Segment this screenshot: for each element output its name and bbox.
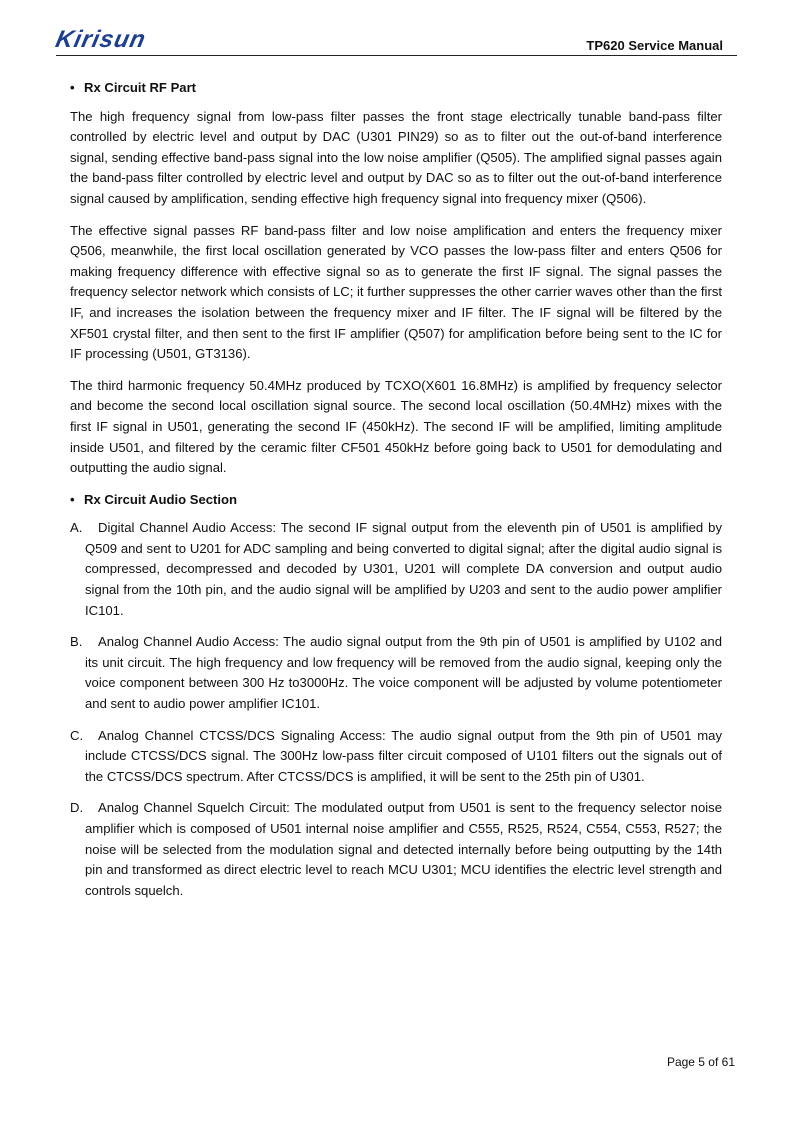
list-item xyxy=(70,726,722,788)
page-number: Page 5 of 61 xyxy=(666,1055,735,1069)
heading-text: Rx Circuit RF Part xyxy=(84,80,197,95)
heading-text: Rx Circuit Audio Section xyxy=(84,491,238,507)
list-text: Analog Channel CTCSS/DCS Signaling Access: The audio signal output from the 9th pin of U501 may include CTCSS/DCS signal. The 300Hz low-pass filter circuit composed of U101 filters out the signals out of the CTCSS/DCS spectrum. After CTCSS/DCS is amplified, it will be sent to the 25th pin of U301. xyxy=(85,727,722,784)
list-marker: A. xyxy=(70,520,83,536)
section-heading xyxy=(70,78,722,99)
paragraph: The high frequency signal from low-pass filter passes the front stage electrically tunable band-pass filter controlled by electric level and output by DAC (U301 PIN29) so as to filter out the out-of-band interference signal, sending effective band-pass signal into the low noise amplifier (Q505). The amplified signal passes again the band-pass filter controlled by electric level and output by DAC so as to filter out the out-of-band interference signal caused by amplification, sending effective high frequency signal into frequency mixer (Q506). xyxy=(70,108,722,206)
list-marker: D. xyxy=(70,800,84,816)
list-marker: B. xyxy=(70,634,83,650)
section-heading xyxy=(70,490,722,511)
kirisun-logo: Kirisun xyxy=(53,26,149,53)
list-text: Digital Channel Audio Access: The second IF signal output from the eleventh pin of U501 is amplified by Q509 and sent to U201 for ADC sampling and being converted to digital signal; after the digital audio signal is compressed, decompressed and decoded by U301, U201 will complete DA conversion and output audio signal from the 10th pin, and the audio signal will be amplified by U203 and sent to the audio power amplifier IC101. xyxy=(85,520,722,618)
list-marker: C. xyxy=(70,727,84,743)
page-content xyxy=(70,78,722,912)
list-text: Analog Channel Audio Access: The audio signal output from the 9th pin of U501 is amplified by U102 and its unit circuit. The high frequency and low frequency will be removed from the audio signal, keeping only the voice component between 300 Hz to3000Hz. The voice component will be adjusted by volume potentiometer and sent to audio power amplifier IC101. xyxy=(85,634,722,712)
document-title: TP620 Service Manual xyxy=(586,38,723,53)
list-text: Analog Channel Squelch Circuit: The modulated output from U501 is sent to the frequency selector noise amplifier which is composed of U501 internal noise amplifier and C555, R525, R524, C554, C553, R527; the noise will be selected from the modulation signal and detected internally before being outputting by the 14th pin and transformed as direct electric level to reach MCU U301; MCU identifies the electric level strength and controls squelch. xyxy=(85,800,722,898)
list-item xyxy=(70,518,722,621)
paragraph: The third harmonic frequency 50.4MHz produced by TCXO(X601 16.8MHz) is amplified by frequency selector and become the second local oscillation signal source. The second local oscillation (50.4MHz) mixes with the first IF signal in U501, generating the second IF (450kHz). The second IF will be amplified, limiting amplitude inside U501, and filtered by the ceramic filter CF501 450kHz before going back to U501 for demodulating and outputting the audio signal. xyxy=(70,377,722,476)
list-item xyxy=(70,798,722,901)
header-divider xyxy=(56,55,737,56)
bullet-icon: • xyxy=(70,80,75,95)
list-item xyxy=(70,632,722,714)
paragraph: The effective signal passes RF band-pass filter and low noise amplification and enters the frequency mixer Q506, meanwhile, the first local oscillation generated by VCO passes the low-pass filter and enters Q506 for making frequency difference with effective signal so as to generate the first IF signal. The signal passes the frequency selector network which consists of LC; it further suppresses the other carrier waves other than the first IF, and increases the isolation between the frequency mixer and IF filter. The IF signal will be filtered by the XF501 crystal filter, and then sent to the first IF amplifier (Q507) for amplification before being sent to the IC for IF processing (U501, GT3136). xyxy=(70,222,722,362)
bullet-icon: • xyxy=(70,491,75,507)
